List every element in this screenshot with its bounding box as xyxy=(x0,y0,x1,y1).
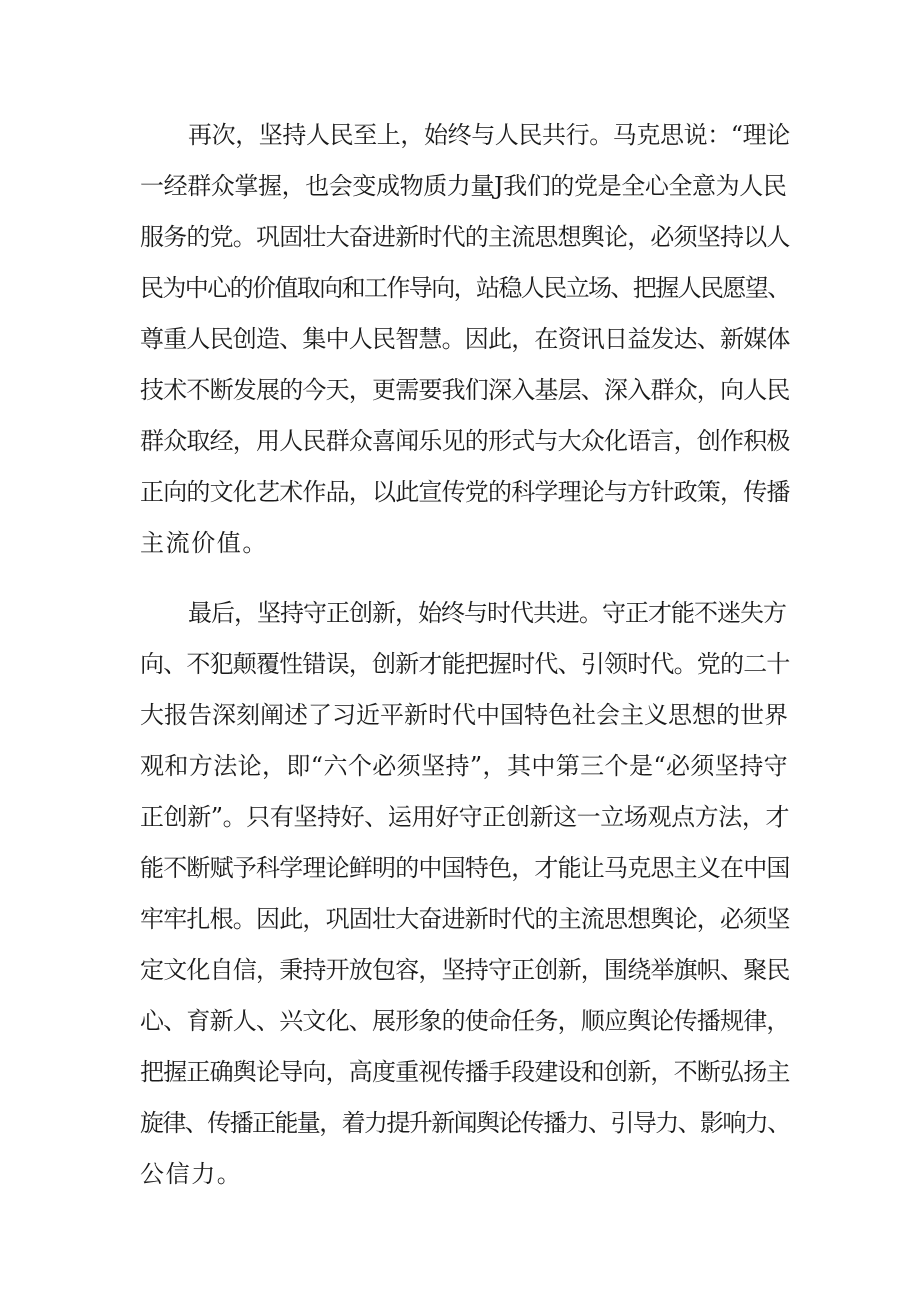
text-line: 正向的文化艺术作品，以此宣传党的科学理论与方针政策，传播 xyxy=(140,478,790,506)
text-line: 服务的党。巩固壮大奋进新时代的主流思想舆论，必须坚持以人 xyxy=(140,223,790,251)
text-line: 群众取经，用人民群众喜闻乐见的形式与大众化语言，创作积极 xyxy=(140,427,790,455)
text-line: 能不断赋予科学理论鲜明的中国特色，才能让马克思主义在中国 xyxy=(140,854,790,882)
paragraph-people-first xyxy=(140,110,790,569)
text-line: 定文化自信，秉持开放包容，坚持守正创新，围绕举旗帜、聚民 xyxy=(140,956,790,984)
text-line: 一经群众掌握，也会变成物质力量J我们的党是全心全意为人民 xyxy=(140,172,787,200)
text-line: 向、不犯颠覆性错误，创新才能把握时代、引领时代。党的二十 xyxy=(140,650,790,678)
text-line: 把握正确舆论导向，高度重视传播手段建设和创新，不断弘扬主 xyxy=(140,1058,790,1086)
paragraph-innovation xyxy=(140,588,790,1200)
text-line: 牢牢扎根。因此，巩固壮大奋进新时代的主流思想舆论，必须坚 xyxy=(140,905,790,933)
text-line: 尊重人民创造、集中人民智慧。因此，在资讯日益发达、新媒体 xyxy=(140,325,790,353)
text-line: 正创新”。只有坚持好、运用好守正创新这一立场观点方法，才 xyxy=(140,803,790,831)
text-line: 心、育新人、兴文化、展形象的使命任务，顺应舆论传播规律， xyxy=(140,1007,790,1035)
text-line: 再次，坚持人民至上，始终与人民共行。马克思说：“理论 xyxy=(188,121,790,149)
text-line: 最后，坚持守正创新，始终与时代共进。守正才能不迷失方 xyxy=(188,599,786,627)
text-line: 公信力。 xyxy=(140,1160,243,1188)
text-line: 旋律、传播正能量，着力提升新闻舆论传播力、引导力、影响力、 xyxy=(140,1109,790,1137)
text-line: 民为中心的价值取向和工作导向，站稳人民立场、把握人民愿望、 xyxy=(140,274,790,302)
text-line: 大报告深刻阐述了习近平新时代中国特色社会主义思想的世界 xyxy=(140,701,788,729)
text-line: 主流价值。 xyxy=(140,529,268,557)
text-line: 技术不断发展的今天，更需要我们深入基层、深入群众，向人民 xyxy=(140,376,790,404)
text-line: 观和方法论，即“六个必须坚持”，其中第三个是“必须坚持守 xyxy=(140,752,789,780)
